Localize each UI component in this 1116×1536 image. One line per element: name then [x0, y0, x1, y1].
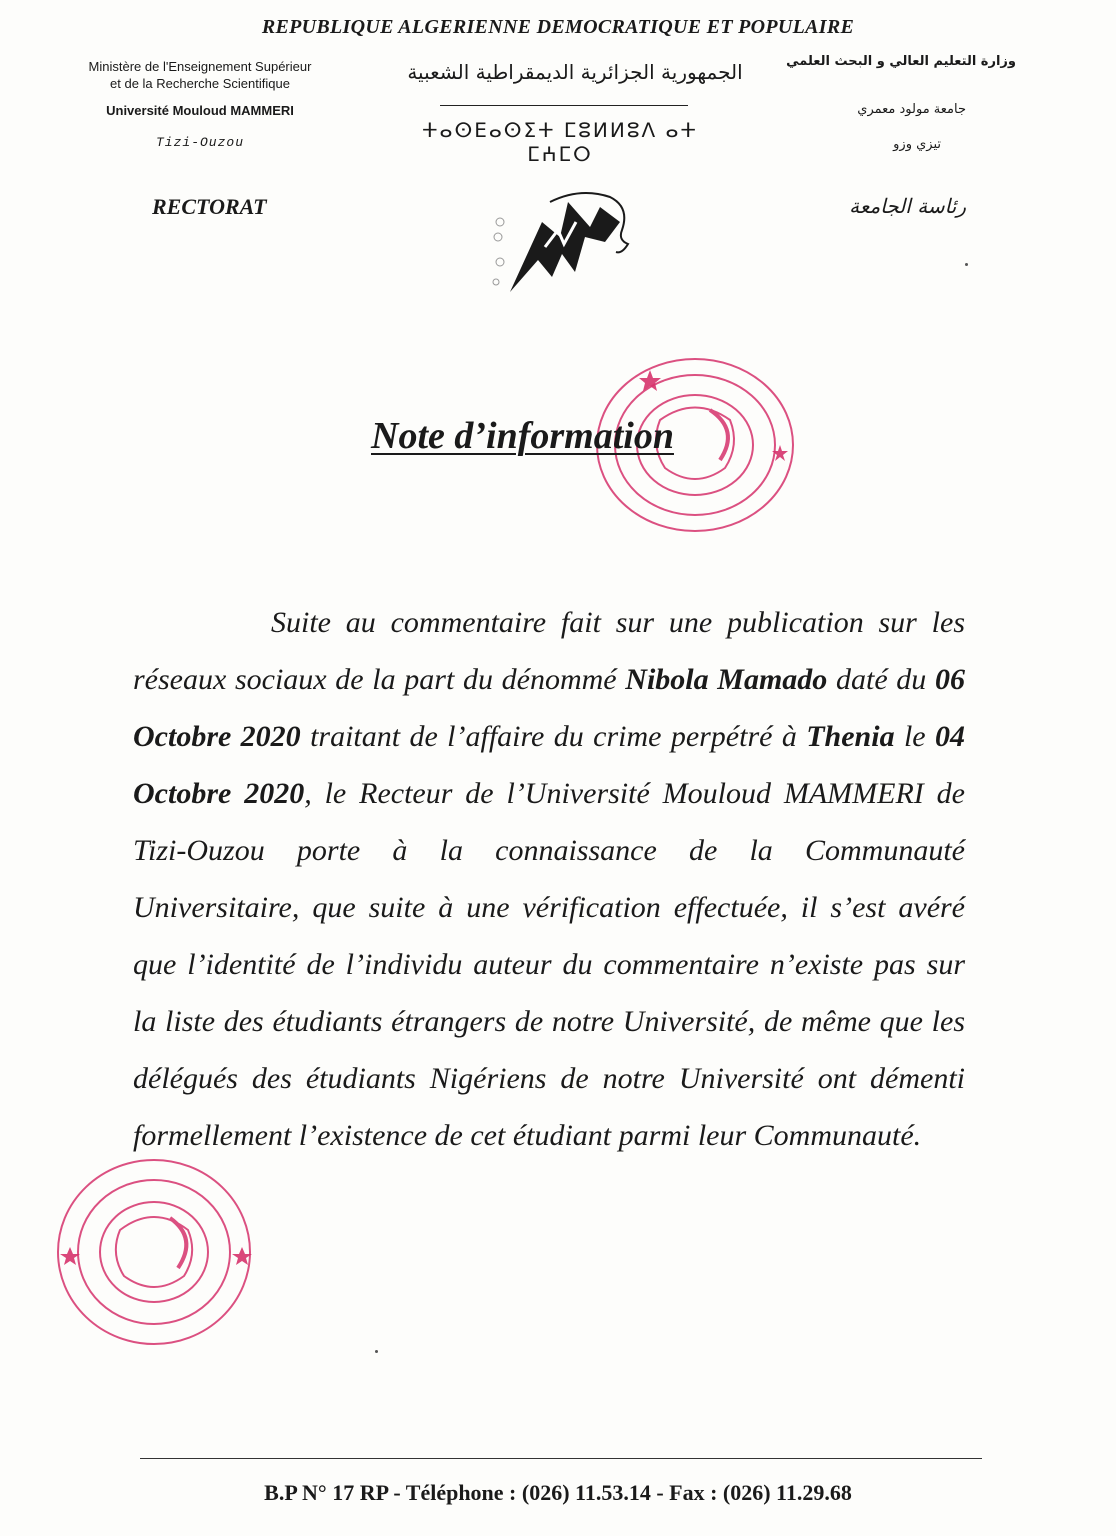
body-text-3: traitant de l’affaire du crime perpétré à — [300, 720, 807, 753]
office-fr: RECTORAT — [152, 194, 267, 219]
official-stamp-bottom-icon — [52, 1152, 257, 1352]
crime-date: 04 Octobre 2020 — [133, 720, 965, 810]
body-paragraph — [133, 594, 965, 1164]
university-name-tifinagh: ⵜⴰⵙⴹⴰⵙⵉⵜ ⵎⵓⵍⵍⵓⴷ ⴰⵜ ⵎⵄⵎⵔ — [422, 118, 698, 166]
republic-heading-ar: الجمهورية الجزائرية الديمقراطية الشعبية — [407, 60, 743, 84]
ministry-line-2: et de la Recherche Scientifique — [110, 76, 290, 91]
header-divider — [440, 105, 688, 106]
person-name: Nibola Mamado — [625, 663, 828, 696]
scan-speck — [375, 1350, 378, 1353]
university-name-ar: جامعة مولود معمري — [857, 102, 966, 117]
office-ar: رئاسة الجامعة — [849, 194, 966, 218]
city-ar: تيزي وزو — [893, 137, 941, 152]
document-title: Note d’information — [371, 415, 674, 457]
ministry-name-fr — [50, 58, 350, 92]
ministry-name-ar: وزارة التعليم العالي و البحث العلمي — [786, 54, 1016, 69]
ministry-line-1: Ministère de l'Enseignement Supérieur — [88, 59, 312, 74]
university-logo-icon — [490, 182, 640, 297]
body-text-2: daté du — [827, 663, 935, 696]
body-text-4: le — [894, 720, 935, 753]
body-text-1: Suite au commentaire fait sur une publication sur les réseaux sociaux de la part du dénommé — [133, 606, 965, 696]
republic-heading: REPUBLIQUE ALGERIENNE DEMOCRATIQUE ET POPULAIRE — [261, 16, 855, 38]
body-text-5: , le Recteur de l’Université Mouloud MAMMERI de Tizi-Ouzou porte à la connaissance de la Communauté Universitaire, que suite à une vérification effectuée, il s’est avéré que l’identité de l’individu auteur du commentaire n’existe pas sur la liste des étudiants étrangers de notre Université, de même que les délégués des étudiants Nigériens de notre Université ont démenti formellement l’existence de cet étudiant parmi leur Communauté. — [133, 777, 965, 1152]
university-name-fr: Université Mouloud MAMMERI — [106, 103, 294, 118]
footer-divider — [140, 1458, 982, 1459]
scan-speck — [965, 263, 968, 266]
city-fr: Tizi-Ouzou — [155, 135, 244, 150]
publication-date: 06 Octobre 2020 — [133, 663, 965, 753]
crime-location: Thenia — [806, 720, 895, 753]
footer-contact: B.P N° 17 RP - Téléphone : (026) 11.53.14 - Fax : (026) 11.29.68 — [264, 1480, 852, 1505]
